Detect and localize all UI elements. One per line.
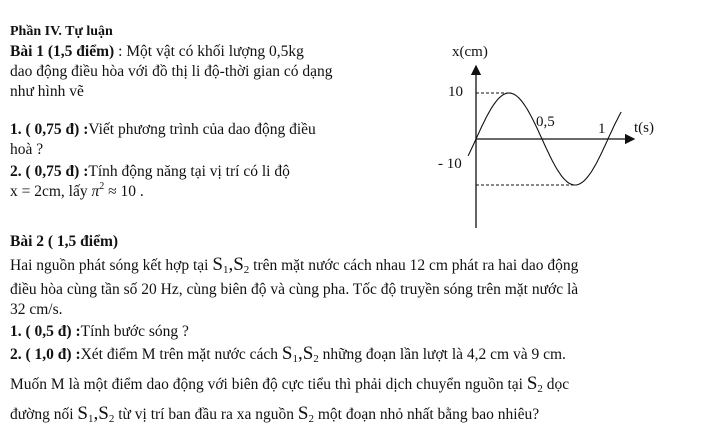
pi-symbol: π [91,183,100,200]
bai2-q1-text: Tính bước sóng ? [80,323,189,340]
bai1-q1-label: 1. ( 0,75 đ) : [10,121,89,138]
bai2-p1-a: Hai nguồn phát sóng kết hợp tại [10,257,213,274]
pi-approx: ≈ 10 . [104,183,144,200]
y-axis-label: x(cm) [452,44,488,60]
bai2-para-line-2: điều hòa cùng tần số 20 Hz, cùng biên độ và cùng pha. Tốc độ truyền sóng trên mặt nước là [10,281,579,298]
bai2-q1-label: 1. ( 0,5 đ) : [10,323,81,340]
section-title: Phần IV. Tự luận [10,24,113,39]
bai1-q1-text-1: Viết phương trình của dao động điều [88,121,316,138]
comma: , [297,343,303,364]
bai2-q2-b: những đoạn lần lượt là 4,2 cm và 9 cm. [318,346,566,363]
bai2-l3-a: đường nối [10,406,78,423]
sub-2: 2 [243,264,250,276]
bai2-q2-a: Xét điểm M trên mặt nước cách [80,346,282,363]
source-s1: S [212,254,223,275]
comma: , [93,403,99,424]
sub-2: 2 [108,413,115,425]
bai2-q2-label: 2. ( 1,0 đ) : [10,346,81,363]
bai2-q2-line-3 [10,404,539,424]
oscillation-graph [432,38,702,238]
source-s2: S [297,403,309,424]
bai2-l3-c: một đoạn nhỏ nhất bằng bao nhiêu? [313,406,540,423]
bai2-q2-line-2 [10,374,569,394]
y-tick-minus-10: - 10 [438,156,462,172]
bai1-q2-label: 2. ( 0,75 đ) : [10,163,89,180]
bai2-para-line-1 [10,255,578,275]
bai1-q1-text-2: hoà ? [10,141,44,158]
bai2-l3-b: từ vị trí ban đầu ra xa nguồn [114,406,298,423]
sub-2: 2 [313,353,319,365]
comma: , [228,254,234,275]
sub-2: 2 [308,413,314,425]
y-tick-10: 10 [448,84,463,100]
bai1-title: Bài 1 (1,5 điểm) [10,43,115,60]
bai1-intro-2: dao động điều hòa với đồ thị li độ-thời gian có dạng [10,63,333,80]
sub-1: 1 [222,264,229,276]
bai2-title: Bài 2 ( 1,5 điểm) [10,233,119,250]
bai2-para-line-3: 32 cm/s. [10,301,63,318]
bai1-q2-text-2: x = 2cm, lấy [10,183,92,200]
bai2-l2-b: dọc [542,376,570,393]
source-s1: S [77,403,88,424]
bai1-intro-3: như hình vẽ [10,83,84,100]
source-s2: S [526,373,538,394]
t-tick-1: 1 [598,121,606,137]
source-s2: S [98,403,109,424]
sub-1: 1 [292,353,298,365]
bai1-line-1 [10,42,304,61]
sub-2: 2 [537,383,543,395]
source-s2: S [302,343,314,364]
sub-1: 1 [87,413,94,425]
bai2-p1-b: trên mặt nước cách nhau 12 cm phát ra hai dao động [249,257,579,274]
bai1-intro-1: : Một vật có khối lượng 0,5kg [114,43,304,60]
bai1-q2-text-1: Tính động năng tại vị trí có li độ [88,163,290,180]
t-tick-0-5: 0,5 [536,114,555,130]
t-axis-label: t(s) [634,120,654,136]
bai1-q2-line-2 [10,182,144,201]
bai2-l2-a: Muốn M là một điểm dao động với biên độ cực tiểu thì phải dịch chuyển nguồn tại [10,376,527,393]
bai1-question-1 [10,120,316,139]
source-s2: S [233,254,244,275]
bai2-question-1 [10,322,189,341]
bai1-question-2 [10,162,290,181]
source-s1: S [281,343,293,364]
pi-exponent: 2 [99,181,105,192]
bai2-question-2 [10,344,566,364]
